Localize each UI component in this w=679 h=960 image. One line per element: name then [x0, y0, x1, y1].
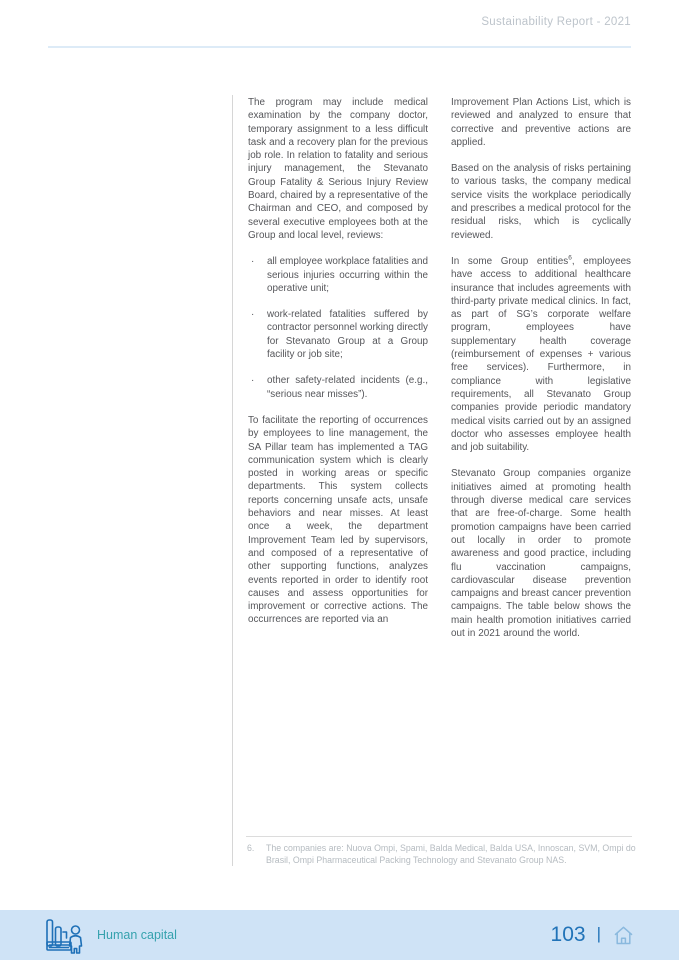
- footer-separator: |: [596, 924, 601, 943]
- bullet-text: work-related fatalities suffered by contractor personnel working directly for Stevanato Group at a Group facility or job site;: [267, 309, 428, 361]
- footnote: [247, 843, 639, 866]
- bullet-text: all employee workplace fatalities and serious injuries occurring within the operative unit;: [267, 256, 428, 294]
- paragraph-reporting: To facilitate the reporting of occurrences by employees to line management, the SA Pillar team has implemented a TAG communication system which is clearly posted in working areas or specific departments. This system collects reports concerning unsafe acts, unsafe behaviors and near misses. At least once a week, the department Improvement Team led by supervisors, and composed of a representative of other supporting functions, analyzes events reported in order to identify root causes and assess opportunities for improvement or corrective actions. The occurrences are reported via an: [248, 414, 428, 626]
- paragraph-healthcare: [451, 255, 631, 454]
- bullet-dot-icon: ·: [251, 375, 255, 387]
- section-label: Human capital: [97, 928, 177, 942]
- footer-section: [42, 916, 177, 954]
- paragraph-text: , employees have access to additional healthcare insurance that includes agreements with third-party private medical clinics. In fact, as part of SG’s corporate welfare program, employees have supplementary health coverage (reimbursement of expenses + various free services). Furthermore, in compliance with legislative requirements, all Stevanato Group companies provide periodic mandatory medical visits carried out by an assigned doctor who assesses employee health and job suitability.: [451, 255, 631, 454]
- header-divider: [48, 46, 631, 48]
- paragraph-improvement-plan: Improvement Plan Actions List, which is reviewed and analyzed to ensure that corrective and preventive actions are applied.: [451, 97, 631, 148]
- footnote-number: 6.: [247, 843, 255, 853]
- bullet-dot-icon: ·: [251, 309, 255, 321]
- content-left-rule: [232, 95, 233, 866]
- list-item: [248, 255, 428, 295]
- footer-pagination: [551, 923, 635, 947]
- footnote-reference: 6: [568, 254, 572, 262]
- bullet-text: other safety-related incidents (e.g., “serious near misses”).: [267, 375, 428, 400]
- paragraph-text: In some Group entities: [451, 255, 569, 267]
- footer-band: [0, 910, 679, 960]
- paragraph-risk-analysis: Based on the analysis of risks pertaining to various tasks, the company medical service visits the workplace periodically and prescribes a medical protocol for the residual risks, which is cyclically reviewed.: [451, 163, 631, 241]
- list-item: [248, 374, 428, 401]
- page-number: 103: [550, 923, 586, 946]
- text-column-left: [248, 96, 428, 640]
- paragraph-health-promotion: Stevanato Group companies organize initiatives aimed at promoting health through diverse medical care services that are free-of-charge. Some health promotion campaigns have been carried out locally in order to promote awareness and good practice, including flu vaccination campaigns, cardiovascular disease prevention campaigns and breast cancer prevention campaigns. The table below shows the main health promotion initiatives carried out in 2021 around the world.: [451, 468, 631, 639]
- home-icon[interactable]: [612, 925, 635, 946]
- text-column-right: [451, 96, 631, 640]
- report-header-title: Sustainability Report - 2021: [481, 16, 631, 28]
- human-capital-factory-icon: [42, 916, 86, 954]
- list-item: [248, 308, 428, 361]
- content-area: [248, 96, 632, 640]
- paragraph-program: The program may include medical examination by the company doctor, temporary assignment to a less difficult task and a recovery plan for the previous job role. In relation to fatality and serious injury management, the Stevanato Group Fatality & Serious Injury Review Board, chaired by a representative of the Chairman and CEO, and composed by several executive employees both at the Group and local level, reviews:: [248, 97, 428, 241]
- bullet-list: [248, 255, 428, 401]
- footnote-text: The companies are: Nuova Ompi, Spami, Balda Medical, Balda USA, Innoscan, SVM, Ompi do Brasil, Ompi Pharmaceutical Packing Technology and Stevanato Group NAS.: [266, 843, 636, 865]
- footnote-divider: [246, 836, 632, 837]
- bullet-dot-icon: ·: [251, 256, 255, 268]
